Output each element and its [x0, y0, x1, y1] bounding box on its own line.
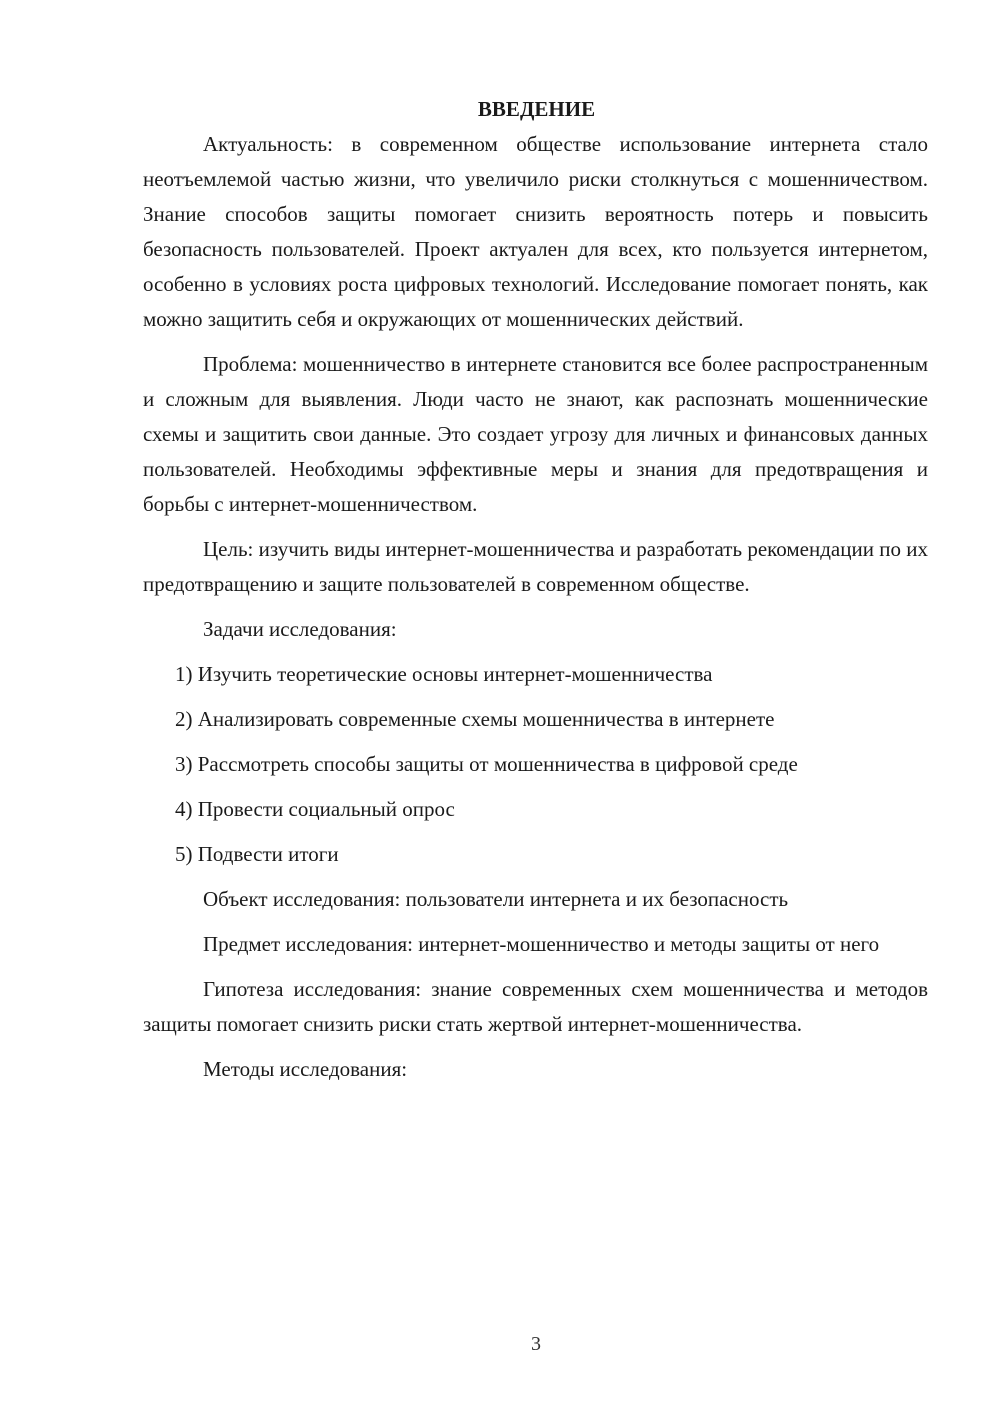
list-item: 5) Подвести итоги	[175, 842, 339, 866]
tasks-heading: Задачи исследования:	[203, 617, 397, 641]
object-paragraph: Объект исследования: пользователи интернета и их безопасность	[203, 887, 789, 911]
problem-paragraph: Проблема: мошенничество в интернете становится все более распространенным и сложным для выявления. Люди часто не знают, как распознать мошеннические схемы и защитить свои данные. Это создает угрозу для личных и финансовых данных пользователей. Необходимы эффективные меры и знания для предотвращения и борьбы с интернет-мошенничеством.	[143, 352, 928, 516]
subject-paragraph: Предмет исследования: интернет-мошенничество и методы защиты от него	[203, 932, 880, 956]
list-item: 3) Рассмотреть способы защиты от мошенничества в цифровой среде	[175, 752, 798, 776]
goal-paragraph: Цель: изучить виды интернет-мошенничества и разработать рекомендации по их предотвращению и защите пользователей в современном обществе.	[143, 537, 928, 596]
list-item: 2) Анализировать современные схемы мошенничества в интернете	[175, 707, 775, 731]
hypothesis-paragraph: Гипотеза исследования: знание современных схем мошенничества и методов защиты помогает снизить риски стать жертвой интернет-мошенничества.	[143, 977, 928, 1036]
relevance-paragraph: Актуальность: в современном обществе использование интернета стало неотъемлемой частью жизни, что увеличило риски столкнуться с мошенничеством. Знание способов защиты помогает снизить вероятность потерь и повысить безопасность пользователей. Проект актуален для всех, кто пользуется интернетом, особенно в условиях роста цифровых технологий. Исследование помогает понять, как можно защитить себя и окружающих от мошеннических действий.	[143, 132, 928, 331]
list-item: 1) Изучить теоретические основы интернет-мошенничества	[175, 662, 713, 686]
methods-heading: Методы исследования:	[203, 1057, 408, 1081]
page-title: ВВЕДЕНИЕ	[477, 97, 596, 121]
task-list	[143, 657, 928, 872]
list-item: 4) Провести социальный опрос	[175, 797, 455, 821]
document-page	[143, 92, 928, 1097]
page-number: 3	[531, 1333, 541, 1355]
